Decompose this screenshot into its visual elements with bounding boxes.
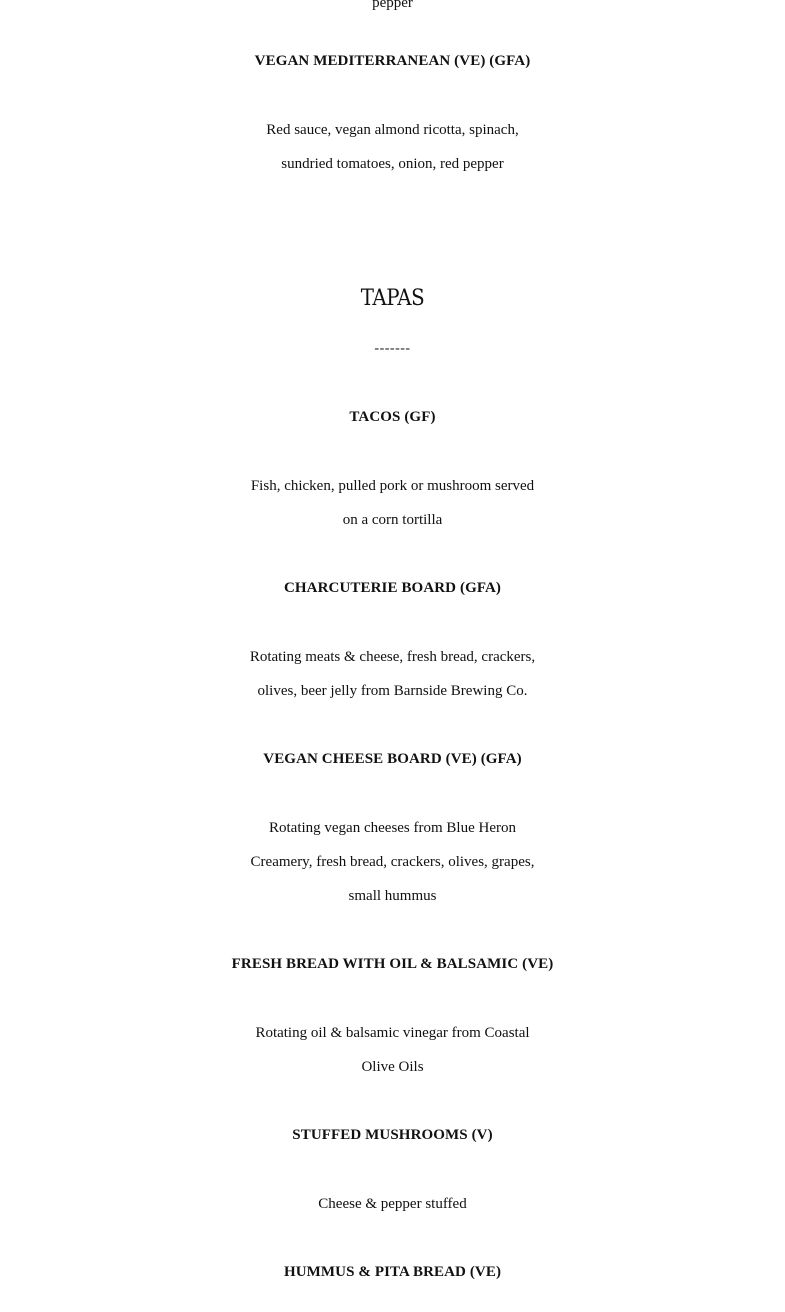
menu-item-title: HUMMUS & PITA BREAD (VE): [283, 1264, 502, 1280]
description-line: Creamery, fresh bread, crackers, olives, grapes,: [250, 854, 535, 870]
menu-item-description: [0, 811, 785, 913]
description-line: Cheese & pepper stuffed: [318, 1196, 467, 1212]
description-line: Rotating vegan cheeses from Blue Heron: [268, 820, 516, 836]
menu-item-description: [0, 469, 785, 537]
menu-item-title: CHARCUTERIE BOARD (GFA): [283, 580, 502, 596]
description-line: Red sauce, vegan almond ricotta, spinach,: [266, 122, 519, 138]
description-line: Olive Oils: [361, 1059, 424, 1075]
menu-item-description: [0, 640, 785, 708]
menu-item-title: TACOS (GF): [349, 409, 436, 425]
description-line: on a corn tortilla: [342, 512, 443, 528]
description-line: olives, beer jelly from Barnside Brewing Co.: [257, 683, 528, 699]
description-line: small hummus: [348, 888, 437, 904]
menu-item-description: [0, 1016, 785, 1084]
menu-item-description: [0, 1187, 785, 1221]
menu-item-title: VEGAN MEDITERRANEAN (VE) (GFA): [254, 53, 531, 69]
menu-item-title: FRESH BREAD WITH OIL & BALSAMIC (VE): [231, 956, 554, 972]
section-heading-tapas: TAPAS: [360, 286, 425, 311]
menu-item-title: VEGAN CHEESE BOARD (VE) (GFA): [263, 751, 522, 767]
section-divider: -------: [374, 341, 411, 356]
description-line: Rotating oil & balsamic vinegar from Coastal: [255, 1025, 530, 1041]
previous-item-description-tail: pepper: [372, 0, 413, 11]
description-line: sundried tomatoes, onion, red pepper: [281, 156, 504, 172]
description-line: Fish, chicken, pulled pork or mushroom served: [250, 478, 535, 494]
description-line: Rotating meats & cheese, fresh bread, crackers,: [249, 649, 536, 665]
menu-item-description: [0, 113, 785, 181]
menu-item-title: STUFFED MUSHROOMS (V): [292, 1127, 493, 1143]
